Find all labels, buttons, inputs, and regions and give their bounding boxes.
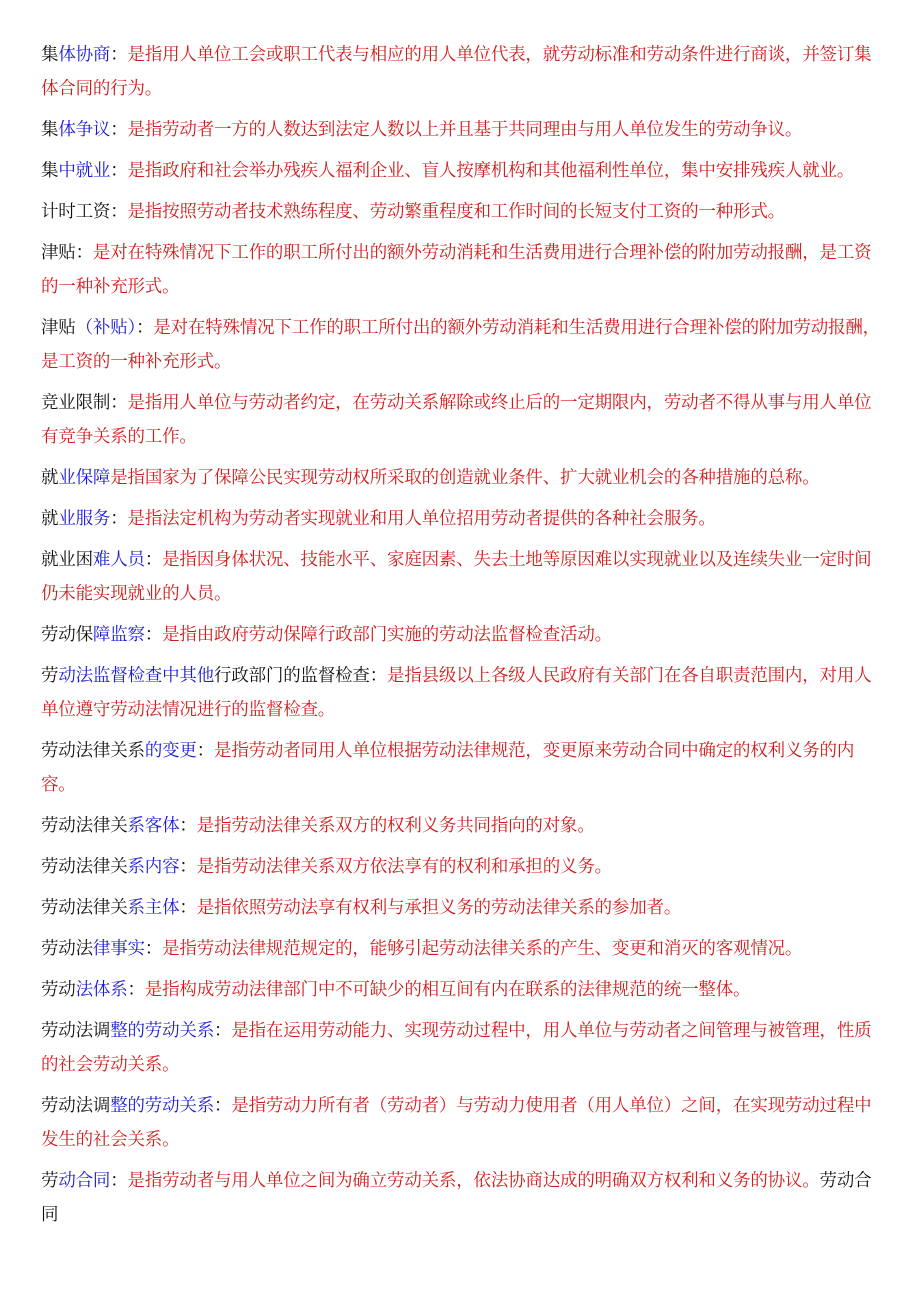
glossary-entry [41,154,883,188]
term-prefix: 集 [41,45,59,65]
term-prefix: 劳动法律关 [41,816,128,836]
term-prefix: 劳动法律关系 [41,741,145,761]
definition: 是指县级以上各级人民政府有关部门在各自职责范围内，对用人单位遵守劳动法情况进行的监督检查。 [41,666,872,720]
term-prefix: 集 [41,161,59,181]
definition: 是指劳动法律关系双方的权利义务共同指向的对象。 [196,816,595,836]
separator: ： [214,1096,232,1116]
glossary-entry [41,461,883,495]
term-prefix: 竞业限制 [41,393,111,413]
definition: 是指劳动者同用人单位根据劳动法律规范，变更原来劳动合同中确定的权利义务的内容。 [41,741,855,795]
glossary-entry [41,734,883,802]
glossary-entry [41,891,883,925]
term-highlight: 中就业 [58,161,111,181]
glossary-entry [41,659,883,727]
definition: 是指劳动者一方的人数达到法定人数以上并且基于共同理由与用人单位发生的劳动争议。 [127,120,803,140]
definition: 是指构成劳动法律部门中不可缺少的相互间有内在联系的法律规范的统一整体。 [144,980,751,1000]
definition: 是指用人单位工会或职工代表与相应的用人单位代表，就劳动标准和劳动条件进行商谈，并签订集体合同的行为。 [41,45,872,99]
separator: ： [110,1171,128,1191]
term-highlight: 动法监督检查中其他 [58,666,215,686]
term-highlight: 业保障 [58,468,111,488]
term-highlight: 动合同 [58,1171,111,1191]
term-suffix: 行政部门的监督检查 [214,666,370,686]
definition: 是指依照劳动法享有权利与承担义务的劳动法律关系的参加者。 [196,898,682,918]
separator: ： [179,898,197,918]
separator: ： [75,243,93,263]
glossary-entry [41,973,883,1007]
separator: ： [369,666,388,686]
separator: ： [110,120,128,140]
definition: 是指因身体状况、技能水平、家庭因素、失去土地等原因难以实现就业以及连续失业一定时间仍未能实现就业的人员。 [41,550,872,604]
term-prefix: 集 [41,120,59,140]
term-highlight: 整的劳动关系 [110,1096,215,1116]
term-prefix: 劳动法律关 [41,898,128,918]
term-prefix: 劳 [41,1171,59,1191]
glossary-entry [41,543,883,611]
separator: ： [110,45,128,65]
separator: ： [110,161,128,181]
definition: 是指用人单位与劳动者约定，在劳动关系解除或终止后的一定期限内，劳动者不得从事与用人单位有竞争关系的工作。 [41,393,872,447]
glossary-entry [41,236,883,304]
definition: 是指劳动力所有者（劳动者）与劳动力使用者（用人单位）之间，在实现劳动过程中发生的社会关系。 [41,1096,872,1150]
term-highlight: 业服务 [58,509,111,529]
term-highlight: 体争议 [58,120,111,140]
separator: ： [144,550,163,570]
term-prefix: 计时工资 [41,202,111,222]
separator: ： [196,741,215,761]
term-highlight: 整的劳动关系 [110,1021,215,1041]
glossary-entry [41,113,883,147]
definition: 是指政府和社会举办残疾人福利企业、盲人按摩机构和其他福利性单位，集中安排残疾人就业。 [127,161,855,181]
separator: ： [179,816,197,836]
term-prefix: 劳动法调 [41,1096,111,1116]
term-prefix: 劳动 [41,980,76,1000]
separator: ： [214,1021,232,1041]
term-highlight: 律事实 [92,939,145,959]
term-highlight: 法体系 [75,980,128,1000]
term-prefix: 劳动保 [41,625,93,645]
term-prefix: 劳动法调 [41,1021,111,1041]
separator: ： [136,318,154,338]
separator: ： [144,625,163,645]
glossary-entry [41,932,883,966]
definition: 是指劳动法律规范规定的，能够引起劳动法律关系的产生、变更和消灭的客观情况。 [162,939,803,959]
glossary-entry [41,1164,883,1232]
term-highlight: 系内容 [127,857,180,877]
term-prefix: 就 [41,468,59,488]
definition: 是指法定机构为劳动者实现就业和用人单位招用劳动者提供的各种社会服务。 [127,509,716,529]
term-prefix: 劳动法律关 [41,857,128,877]
glossary-page [41,38,883,1239]
term-highlight: 的变更 [144,741,197,761]
term-prefix: 劳 [41,666,59,686]
definition: 是对在特殊情况下工作的职工所付出的额外劳动消耗和生活费用进行合理补偿的附加劳动报酬，是工资的一种补充形式。 [41,318,880,372]
term-highlight: （补贴） [75,318,137,338]
glossary-entry [41,195,883,229]
glossary-entry [41,38,883,106]
term-highlight: 难人员 [92,550,145,570]
glossary-entry [41,1014,883,1082]
definition: 是指劳动法律关系双方依法享有的权利和承担的义务。 [196,857,612,877]
definition: 是指国家为了保障公民实现劳动权所采取的创造就业条件、扩大就业机会的各种措施的总称。 [110,468,820,488]
definition: 是对在特殊情况下工作的职工所付出的额外劳动消耗和生活费用进行合理补偿的附加劳动报酬，是工资的一种补充形式。 [41,243,872,297]
next-term-start: 劳动合同 [41,1171,872,1225]
term-highlight: 系主体 [127,898,180,918]
term-prefix: 津贴 [41,243,76,263]
separator: ： [144,939,163,959]
term-highlight: 障监察 [92,625,145,645]
definition: 是指在运用劳动能力、实现劳动过程中，用人单位与劳动者之间管理与被管理，性质的社会劳动关系。 [41,1021,872,1075]
glossary-entry [41,618,883,652]
term-highlight: 系客体 [127,816,180,836]
glossary-entry [41,1089,883,1157]
term-prefix: 津贴 [41,318,76,338]
term-prefix: 就 [41,509,59,529]
glossary-entry [41,809,883,843]
separator: ： [179,857,197,877]
separator: ： [127,980,145,1000]
definition: 是指劳动者与用人单位之间为确立劳动关系，依法协商达成的明确双方权利和义务的协议。 [127,1171,820,1191]
glossary-entry [41,502,883,536]
glossary-entry [41,311,883,379]
glossary-entry [41,386,883,454]
separator: ： [110,393,128,413]
definition: 是指由政府劳动保障行政部门实施的劳动法监督检查活动。 [162,625,612,645]
glossary-entry [41,850,883,884]
definition: 是指按照劳动者技术熟练程度、劳动繁重程度和工作时间的长短支付工资的一种形式。 [127,202,785,222]
separator: ： [110,509,128,529]
term-highlight: 体协商 [58,45,111,65]
separator: ： [110,202,128,222]
term-prefix: 就业困 [41,550,93,570]
term-prefix: 劳动法 [41,939,93,959]
